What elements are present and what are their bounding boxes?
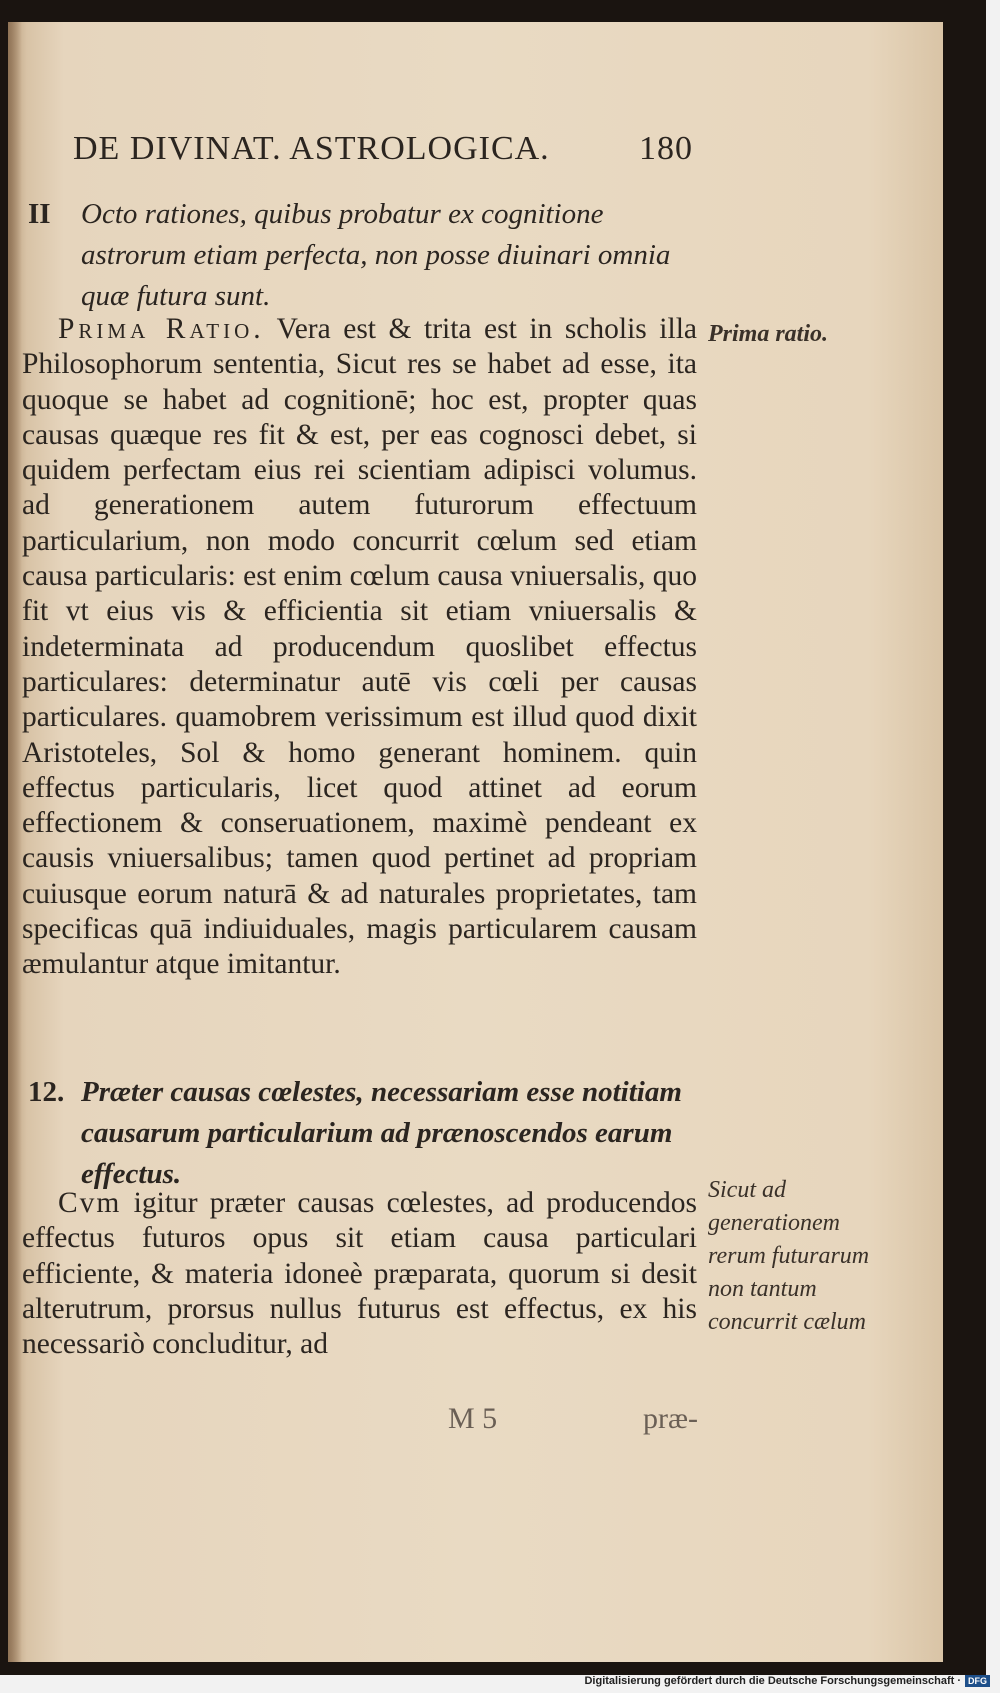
- page-number: 180: [639, 130, 693, 167]
- book-page: [8, 22, 943, 1662]
- running-title: DE DIVINAT. ASTROLOGICA.: [73, 130, 550, 167]
- section-11-heading: [28, 194, 698, 317]
- paragraph-text: Vera est & trita est in scholis illa Philosophorum sententia, Sicut res se habet ad esse, ita quoque se habet ad cognitionē; hoc est, propter quas causas quæque res fit & est, per eas cognosci debet, si quidem perfectam eius rei scientiam adipisci volumus. ad generationem autem futurorum effectuum particularium, non modo concurrit cœlum sed etiam causa particularis: est enim cœlum causa vniuersalis, quo fit vt eius vis & efficientia sit etiam vniuersalis & indeterminata ad producendum quoslibet effectus particulares: determinatur autē vis cœli per causas particulares. quamobrem verissimum est illud quod dixit Aristoteles, Sol & homo generant hominem. quin effectus particularis, licet quod attinet ad eorum effectionem & conseruationem, maximè pendeant ex causis vniuersalibus; tamen quod pertinet ad propriam cuiusque eorum naturā & ad naturales proprietates, tam specificas quā indiuiduales, magis particularem causam æmulantur atque imitantur.: [22, 313, 698, 981]
- section-12-heading: [28, 1072, 698, 1195]
- signature-mark: M 5: [448, 1402, 498, 1435]
- marginal-note-sicut: Sicut ad generationem rerum futurarum non tantum concurrit cælum: [708, 1177, 870, 1335]
- paragraph-cum-igitur: [22, 1186, 697, 1362]
- section-number: 12.: [28, 1076, 65, 1108]
- paragraph-prima-ratio: [22, 312, 697, 983]
- section-number: II: [28, 198, 51, 230]
- catchword: præ-: [643, 1402, 698, 1435]
- paragraph-lead: Cvm: [58, 1187, 122, 1219]
- dfg-logo: DFG: [965, 1675, 990, 1687]
- credit-text: Digitalisierung gefördert durch die Deutsche Forschungsgemeinschaft ·: [584, 1675, 961, 1687]
- paragraph-text: igitur præter causas cœlestes, ad producendos effectus futuros opus sit etiam causa particulari efficiente, & materia idoneè præparata, quorum si desit alterutrum, prorsus nullus futurus est effectus, ex his necessariò concluditur, ad: [22, 1187, 697, 1361]
- paragraph-lead: Prima Ratio.: [58, 313, 265, 345]
- section-heading-text: Octo rationes, quibus probatur ex cognitione astrorum etiam perfecta, non posse diuinari omnia quæ futura sunt.: [81, 198, 671, 312]
- marginal-note-prima-ratio: Prima ratio.: [708, 321, 829, 347]
- section-heading-text: Præter causas cœlestes, necessariam esse notitiam causarum particularium ad prænoscendos earum effectus.: [81, 1076, 682, 1190]
- digitization-credit: [584, 1675, 990, 1687]
